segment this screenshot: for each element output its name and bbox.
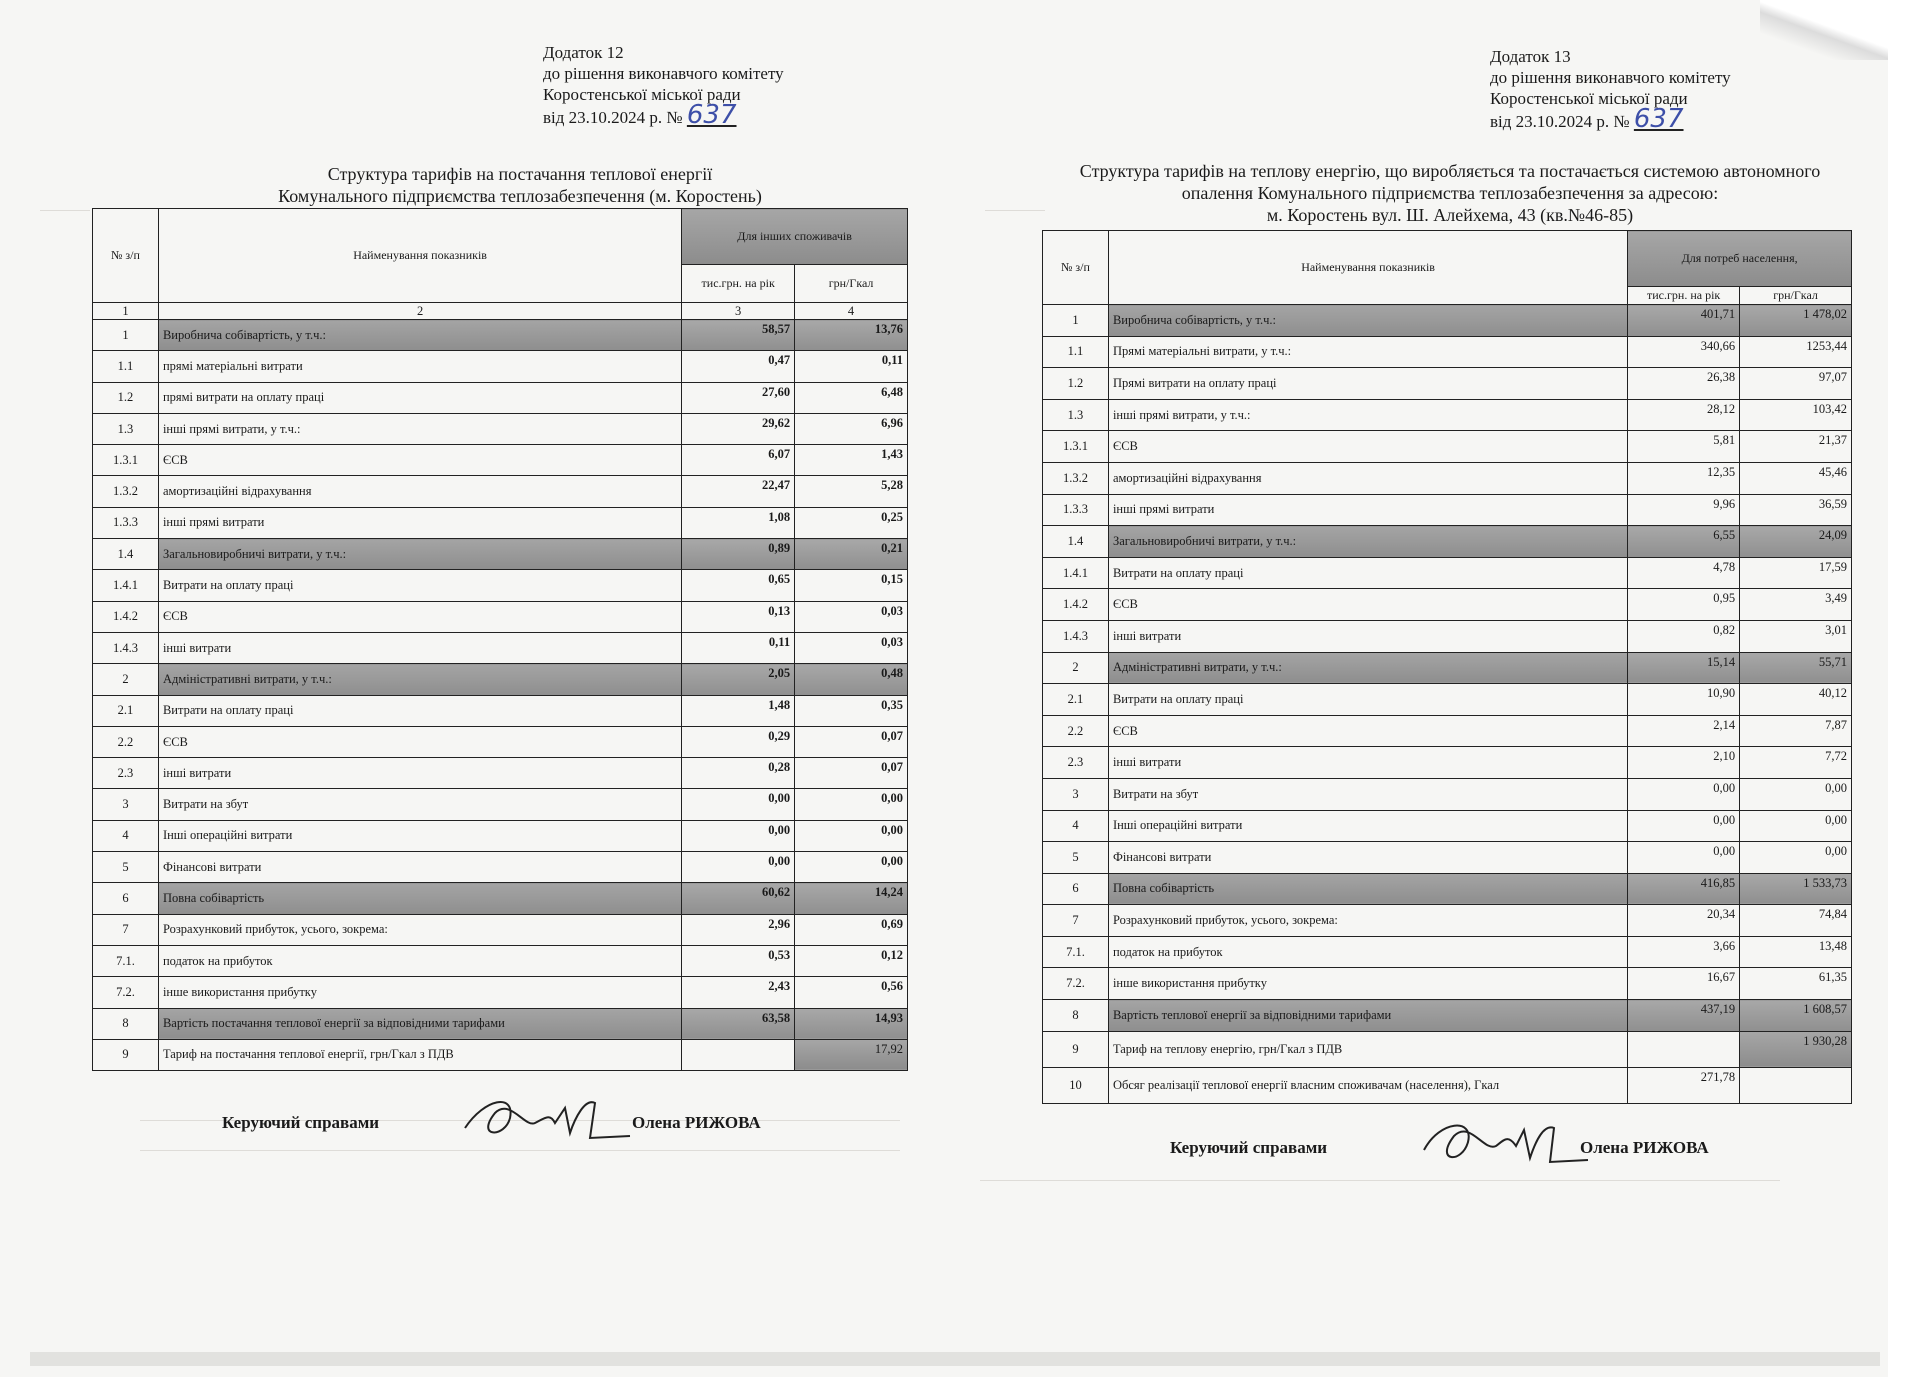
- row-value-a: 401,71: [1628, 305, 1740, 337]
- bleed-line: [40, 210, 90, 211]
- table-row: [1043, 842, 1852, 874]
- row-name: інші витрати: [1108, 747, 1627, 779]
- index-cell: 3: [682, 303, 795, 320]
- row-value-b: 24,09: [1740, 526, 1852, 558]
- table-row: [93, 539, 908, 570]
- row-name: Виробнича собівартість, у т.ч.:: [158, 320, 681, 351]
- row-name: Витрати на оплату праці: [158, 570, 681, 601]
- row-number: 1.4.3: [1043, 620, 1109, 652]
- row-name: Витрати на оплату праці: [1108, 684, 1627, 716]
- row-name: Прямі матеріальні витрати, у т.ч.:: [1108, 336, 1627, 368]
- left-title-line: Структура тарифів на постачання теплової енергії: [327, 164, 713, 184]
- row-number: 8: [1043, 1000, 1109, 1032]
- left-decision-number: 637: [686, 100, 737, 130]
- row-value-a: 2,96: [682, 914, 795, 945]
- table-row: [93, 977, 908, 1008]
- row-name: ЄСВ: [158, 445, 681, 476]
- col-header-b: грн/Гкал: [1740, 287, 1852, 305]
- row-number: 1.2: [93, 382, 159, 413]
- row-value-b: 0,03: [795, 632, 908, 663]
- right-signer-name: Олена РИЖОВА: [1580, 1138, 1709, 1157]
- row-value-a: 0,47: [682, 351, 795, 382]
- row-value-a: 0,82: [1628, 620, 1740, 652]
- row-value-b: 0,03: [795, 601, 908, 632]
- row-value-a: 2,10: [1628, 747, 1740, 779]
- left-date-text: від 23.10.2024 р. №: [543, 108, 683, 127]
- row-name: ЄСВ: [1108, 589, 1627, 621]
- row-value-b: 0,12: [795, 945, 908, 976]
- table-row: [93, 507, 908, 538]
- row-value-a: 416,85: [1628, 873, 1740, 905]
- row-name: Адміністративні витрати, у т.ч.:: [158, 664, 681, 695]
- row-name: Загальновиробничі витрати, у т.ч.:: [1108, 526, 1627, 558]
- table-row: [93, 570, 908, 601]
- table-row: [93, 789, 908, 820]
- right-header-line: Коростенської міської ради: [1490, 89, 1688, 108]
- row-value-b: 1 930,28: [1740, 1031, 1852, 1067]
- col-header-no: № з/п: [1043, 231, 1109, 305]
- table-row: [93, 445, 908, 476]
- row-name: інші прямі витрати: [1108, 494, 1627, 526]
- col-header-name: Найменування показників: [1108, 231, 1627, 305]
- row-number: 1: [1043, 305, 1109, 337]
- row-value-b: 6,48: [795, 382, 908, 413]
- row-value-a: 0,00: [682, 789, 795, 820]
- row-number: 7: [1043, 905, 1109, 937]
- row-number: 1.4.3: [93, 632, 159, 663]
- row-value-a: 0,53: [682, 945, 795, 976]
- row-number: 9: [93, 1039, 159, 1070]
- table-row: [93, 664, 908, 695]
- left-annex-title: Додаток 12: [543, 43, 624, 62]
- row-number: 7.1.: [93, 945, 159, 976]
- table-row: [1043, 557, 1852, 589]
- row-number: 1.4: [93, 539, 159, 570]
- row-value-a: 20,34: [1628, 905, 1740, 937]
- row-value-a: 3,66: [1628, 936, 1740, 968]
- row-number: 1.4.2: [93, 601, 159, 632]
- row-value-b: 1 608,57: [1740, 1000, 1852, 1032]
- row-value-b: 0,07: [795, 726, 908, 757]
- row-value-a: [1628, 1031, 1740, 1067]
- row-value-a: 16,67: [1628, 968, 1740, 1000]
- row-number: 7.1.: [1043, 936, 1109, 968]
- row-number: 4: [1043, 810, 1109, 842]
- row-number: 1.2: [1043, 368, 1109, 400]
- left-title: [150, 163, 890, 207]
- index-cell: 2: [158, 303, 681, 320]
- row-value-a: 0,28: [682, 758, 795, 789]
- row-number: 9: [1043, 1031, 1109, 1067]
- row-value-b: 7,72: [1740, 747, 1852, 779]
- row-value-b: 0,00: [795, 820, 908, 851]
- row-number: 1.4.1: [1043, 557, 1109, 589]
- row-value-b: 0,00: [1740, 810, 1852, 842]
- right-decision-number: 637: [1633, 104, 1684, 134]
- table-row: [93, 1008, 908, 1039]
- table-row: [93, 382, 908, 413]
- row-number: 4: [93, 820, 159, 851]
- row-name: Вартість постачання теплової енергії за відповідними тарифами: [158, 1008, 681, 1039]
- row-value-b: 0,25: [795, 507, 908, 538]
- row-value-a: 26,38: [1628, 368, 1740, 400]
- table-row: [1043, 778, 1852, 810]
- row-value-a: 0,11: [682, 632, 795, 663]
- row-value-b: 1253,44: [1740, 336, 1852, 368]
- row-number: 1.4: [1043, 526, 1109, 558]
- index-cell: 4: [795, 303, 908, 320]
- row-name: податок на прибуток: [1108, 936, 1627, 968]
- row-value-b: 61,35: [1740, 968, 1852, 1000]
- row-number: 1.3.3: [93, 507, 159, 538]
- row-value-a: 29,62: [682, 413, 795, 444]
- row-value-b: 45,46: [1740, 462, 1852, 494]
- row-name: ЄСВ: [158, 726, 681, 757]
- col-header-b: грн/Гкал: [795, 265, 908, 303]
- col-header-group: Для інших споживачів: [682, 209, 908, 265]
- row-number: 8: [93, 1008, 159, 1039]
- row-value-a: 63,58: [682, 1008, 795, 1039]
- row-value-b: 6,96: [795, 413, 908, 444]
- right-date-text: від 23.10.2024 р. №: [1490, 112, 1630, 131]
- table-row: [93, 914, 908, 945]
- row-number: 1.3.2: [93, 476, 159, 507]
- row-number: 7: [93, 914, 159, 945]
- row-number: 1.3.1: [93, 445, 159, 476]
- row-number: 1.3.2: [1043, 462, 1109, 494]
- row-name: Прямі витрати на оплату праці: [1108, 368, 1627, 400]
- index-cell: 1: [93, 303, 159, 320]
- row-value-a: [682, 1039, 795, 1070]
- left-header-line: до рішення виконавчого комітету: [543, 64, 784, 83]
- row-value-a: 0,00: [1628, 810, 1740, 842]
- row-value-a: 27,60: [682, 382, 795, 413]
- row-name: Витрати на оплату праці: [158, 695, 681, 726]
- row-value-a: 2,43: [682, 977, 795, 1008]
- table-row: [1043, 1031, 1852, 1067]
- row-value-b: 0,21: [795, 539, 908, 570]
- row-value-b: 17,92: [795, 1039, 908, 1070]
- row-number: 2: [1043, 652, 1109, 684]
- left-tariff-table: [92, 208, 908, 1071]
- table-row: [1043, 589, 1852, 621]
- table-row: [93, 726, 908, 757]
- row-value-b: 0,00: [1740, 778, 1852, 810]
- table-row: [93, 883, 908, 914]
- row-name: Обсяг реалізації теплової енергії власним споживачам (населення), Гкал: [1108, 1067, 1627, 1103]
- row-name: Розрахунковий прибуток, усього, зокрема:: [1108, 905, 1627, 937]
- row-name: інше використання прибутку: [1108, 968, 1627, 1000]
- bleed-line: [980, 1180, 1780, 1181]
- row-number: 3: [1043, 778, 1109, 810]
- row-number: 2.1: [1043, 684, 1109, 716]
- table-row: [93, 852, 908, 883]
- row-value-a: 271,78: [1628, 1067, 1740, 1103]
- row-value-b: 0,56: [795, 977, 908, 1008]
- bleed-line: [140, 1150, 900, 1151]
- row-number: 1.3: [93, 413, 159, 444]
- row-name: Вартість теплової енергії за відповідними тарифами: [1108, 1000, 1627, 1032]
- row-value-a: 58,57: [682, 320, 795, 351]
- row-value-b: 21,37: [1740, 431, 1852, 463]
- row-name: Інші операційні витрати: [1108, 810, 1627, 842]
- row-name: Виробнича собівартість, у т.ч.:: [1108, 305, 1627, 337]
- row-value-b: 17,59: [1740, 557, 1852, 589]
- col-header-no: № з/п: [93, 209, 159, 303]
- row-name: Розрахунковий прибуток, усього, зокрема:: [158, 914, 681, 945]
- row-name: амортизаційні відрахування: [1108, 462, 1627, 494]
- row-value-a: 2,05: [682, 664, 795, 695]
- col-header-group: Для потреб населення,: [1628, 231, 1852, 287]
- right-signature-mark: [1412, 1112, 1592, 1172]
- row-name: податок на прибуток: [158, 945, 681, 976]
- table-row: [1043, 652, 1852, 684]
- table-row: [93, 695, 908, 726]
- table-row: [1043, 715, 1852, 747]
- col-header-a: тис.грн. на рік: [1628, 287, 1740, 305]
- col-header-name: Найменування показників: [158, 209, 681, 303]
- row-value-b: 0,00: [795, 852, 908, 883]
- table-row: [1043, 431, 1852, 463]
- folded-corner: [1760, 0, 1888, 60]
- row-number: 10: [1043, 1067, 1109, 1103]
- row-number: 5: [93, 852, 159, 883]
- left-title-line: Комунального підприємства теплозабезпечення (м. Коростень): [278, 186, 762, 206]
- row-name: інші прямі витрати, у т.ч.:: [158, 413, 681, 444]
- table-row: [1043, 1067, 1852, 1103]
- row-number: 6: [93, 883, 159, 914]
- row-value-a: 10,90: [1628, 684, 1740, 716]
- row-number: 1.4.2: [1043, 589, 1109, 621]
- table-row: [1043, 336, 1852, 368]
- row-value-b: 7,87: [1740, 715, 1852, 747]
- row-number: 1.4.1: [93, 570, 159, 601]
- row-value-b: 0,35: [795, 695, 908, 726]
- table-row: [93, 351, 908, 382]
- row-value-a: 437,19: [1628, 1000, 1740, 1032]
- row-value-a: 6,55: [1628, 526, 1740, 558]
- row-name: Витрати на збут: [1108, 778, 1627, 810]
- row-name: Загальновиробничі витрати, у т.ч.:: [158, 539, 681, 570]
- row-value-a: 9,96: [1628, 494, 1740, 526]
- row-value-a: 1,48: [682, 695, 795, 726]
- row-name: інші прямі витрати: [158, 507, 681, 538]
- right-title: [1025, 160, 1875, 226]
- row-name: ЄСВ: [1108, 715, 1627, 747]
- table-row: [1043, 968, 1852, 1000]
- right-title-line: Структура тарифів на теплову енергію, що виробляється та постачається системою автономного: [1079, 161, 1821, 181]
- left-header: [543, 42, 784, 128]
- row-value-b: 103,42: [1740, 399, 1852, 431]
- row-value-b: 1 533,73: [1740, 873, 1852, 905]
- table-row: [93, 413, 908, 444]
- row-name: Тариф на теплову енергію, грн/Гкал з ПДВ: [1108, 1031, 1627, 1067]
- row-name: інше використання прибутку: [158, 977, 681, 1008]
- row-name: Тариф на постачання теплової енергії, грн/Гкал з ПДВ: [158, 1039, 681, 1070]
- row-name: Повна собівартість: [1108, 873, 1627, 905]
- row-value-a: 340,66: [1628, 336, 1740, 368]
- row-value-a: 1,08: [682, 507, 795, 538]
- row-name: інші витрати: [158, 632, 681, 663]
- right-signer-role: Керуючий справами: [1170, 1138, 1328, 1157]
- table-row: [1043, 494, 1852, 526]
- table-row: [1043, 684, 1852, 716]
- row-value-b: 3,01: [1740, 620, 1852, 652]
- row-number: 2.2: [93, 726, 159, 757]
- row-name: Фінансові витрати: [1108, 842, 1627, 874]
- row-name: інші прямі витрати, у т.ч.:: [1108, 399, 1627, 431]
- table-row: [93, 476, 908, 507]
- table-row: [1043, 620, 1852, 652]
- row-value-b: 74,84: [1740, 905, 1852, 937]
- row-number: 1.3.1: [1043, 431, 1109, 463]
- row-number: 7.2.: [1043, 968, 1109, 1000]
- row-value-a: 0,95: [1628, 589, 1740, 621]
- row-value-a: 0,13: [682, 601, 795, 632]
- table-row: [93, 945, 908, 976]
- row-name: Інші операційні витрати: [158, 820, 681, 851]
- row-number: 3: [93, 789, 159, 820]
- right-annex-title: Додаток 13: [1490, 47, 1571, 66]
- row-value-a: 0,00: [682, 820, 795, 851]
- row-number: 1.3: [1043, 399, 1109, 431]
- table-row: [1043, 810, 1852, 842]
- table-row: [1043, 305, 1852, 337]
- row-name: Витрати на збут: [158, 789, 681, 820]
- table-row: [1043, 747, 1852, 779]
- row-name: Витрати на оплату праці: [1108, 557, 1627, 589]
- row-value-b: 1 478,02: [1740, 305, 1852, 337]
- table-row: [93, 1039, 908, 1070]
- right-title-line: опалення Комунального підприємства теплозабезпечення за адресою:: [1181, 183, 1719, 203]
- row-value-b: 0,69: [795, 914, 908, 945]
- row-value-b: 0,00: [795, 789, 908, 820]
- row-value-b: 13,76: [795, 320, 908, 351]
- right-header-date: [1490, 104, 1731, 134]
- row-name: прямі матеріальні витрати: [158, 351, 681, 382]
- row-value-b: 36,59: [1740, 494, 1852, 526]
- col-header-a: тис.грн. на рік: [682, 265, 795, 303]
- row-value-b: [1740, 1067, 1852, 1103]
- row-number: 2.1: [93, 695, 159, 726]
- row-value-b: 5,28: [795, 476, 908, 507]
- row-value-b: 55,71: [1740, 652, 1852, 684]
- table-row: [1043, 936, 1852, 968]
- row-value-b: 0,00: [1740, 842, 1852, 874]
- left-header-date: [543, 100, 784, 130]
- table-row: [1043, 1000, 1852, 1032]
- row-value-a: 0,29: [682, 726, 795, 757]
- row-value-a: 6,07: [682, 445, 795, 476]
- left-header-line: Коростенської міської ради: [543, 85, 741, 104]
- scan-edge: [30, 1352, 1880, 1366]
- row-value-a: 0,00: [1628, 778, 1740, 810]
- row-value-b: 1,43: [795, 445, 908, 476]
- row-number: 6: [1043, 873, 1109, 905]
- row-number: 1.1: [93, 351, 159, 382]
- row-value-a: 60,62: [682, 883, 795, 914]
- row-value-b: 13,48: [1740, 936, 1852, 968]
- row-value-b: 0,07: [795, 758, 908, 789]
- row-number: 1: [93, 320, 159, 351]
- row-number: 2: [93, 664, 159, 695]
- row-number: 1.1: [1043, 336, 1109, 368]
- row-value-b: 3,49: [1740, 589, 1852, 621]
- row-value-b: 0,11: [795, 351, 908, 382]
- row-name: ЄСВ: [158, 601, 681, 632]
- row-value-a: 0,00: [1628, 842, 1740, 874]
- row-value-a: 15,14: [1628, 652, 1740, 684]
- row-name: ЄСВ: [1108, 431, 1627, 463]
- row-value-a: 5,81: [1628, 431, 1740, 463]
- row-name: прямі витрати на оплату праці: [158, 382, 681, 413]
- row-number: 2.2: [1043, 715, 1109, 747]
- right-tariff-table: [1042, 230, 1852, 1104]
- table-row: [1043, 462, 1852, 494]
- table-row: [93, 632, 908, 663]
- row-number: 7.2.: [93, 977, 159, 1008]
- row-value-b: 0,15: [795, 570, 908, 601]
- row-number: 2.3: [1043, 747, 1109, 779]
- row-value-a: 22,47: [682, 476, 795, 507]
- table-row: [93, 320, 908, 351]
- row-name: Повна собівартість: [158, 883, 681, 914]
- row-number: 5: [1043, 842, 1109, 874]
- table-row: [1043, 873, 1852, 905]
- row-value-b: 14,93: [795, 1008, 908, 1039]
- row-name: амортизаційні відрахування: [158, 476, 681, 507]
- table-row: [1043, 368, 1852, 400]
- row-name: інші витрати: [1108, 620, 1627, 652]
- row-value-b: 40,12: [1740, 684, 1852, 716]
- table-row: [93, 601, 908, 632]
- right-header: [1490, 46, 1731, 132]
- table-row: [1043, 905, 1852, 937]
- row-value-a: 0,00: [682, 852, 795, 883]
- row-number: 2.3: [93, 758, 159, 789]
- row-name: Фінансові витрати: [158, 852, 681, 883]
- table-row: [1043, 526, 1852, 558]
- row-value-a: 0,65: [682, 570, 795, 601]
- left-signer-name: Олена РИЖОВА: [632, 1113, 761, 1132]
- row-number: 1.3.3: [1043, 494, 1109, 526]
- left-signature-mark: [455, 1088, 635, 1148]
- right-header-line: до рішення виконавчого комітету: [1490, 68, 1731, 87]
- row-value-a: 28,12: [1628, 399, 1740, 431]
- row-value-a: 4,78: [1628, 557, 1740, 589]
- right-title-line: м. Коростень вул. Ш. Алейхема, 43 (кв.№46-85): [1266, 205, 1634, 225]
- row-name: інші витрати: [158, 758, 681, 789]
- row-value-b: 97,07: [1740, 368, 1852, 400]
- table-row: [93, 820, 908, 851]
- row-value-a: 2,14: [1628, 715, 1740, 747]
- row-value-a: 0,89: [682, 539, 795, 570]
- row-value-b: 0,48: [795, 664, 908, 695]
- table-row: [1043, 399, 1852, 431]
- table-row: [93, 758, 908, 789]
- row-value-b: 14,24: [795, 883, 908, 914]
- row-name: Адміністративні витрати, у т.ч.:: [1108, 652, 1627, 684]
- row-value-a: 12,35: [1628, 462, 1740, 494]
- left-signer-role: Керуючий справами: [222, 1113, 380, 1132]
